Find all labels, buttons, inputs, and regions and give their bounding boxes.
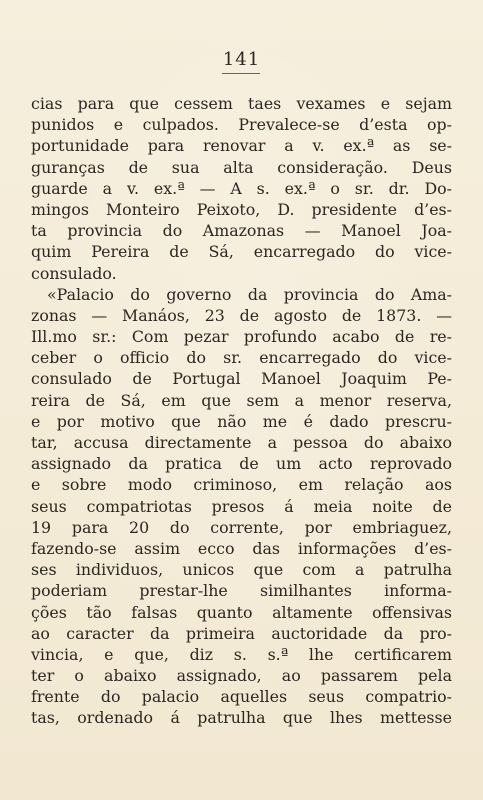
text-line: ta provincia do Amazonas — Manoel Joa- xyxy=(31,221,452,241)
text-line: poderiam prestar-lhe similhantes informa- xyxy=(31,581,452,601)
text-line: frente do palacio aquelles seus compatrio- xyxy=(31,687,452,707)
text-line: ao caracter da primeira auctoridade da pro- xyxy=(31,623,452,643)
text-line: ceber o officio do sr. encarregado do vice- xyxy=(31,348,452,368)
text-line: ses individuos, unicos que com a patrulha xyxy=(31,560,452,580)
text-line: fazendo-se assim ecco das informações d’es- xyxy=(31,538,452,558)
text-line: quim Pereira de Sá, encarregado do vice- xyxy=(31,242,452,262)
text-line: «Palacio do governo da provincia do Ama- xyxy=(47,284,452,304)
page-number: 141 xyxy=(222,49,261,70)
text-line: consulado de Portugal Manoel Joaquim Pe- xyxy=(31,369,452,389)
text-line: tas, ordenado á patrulha que lhes mettesse xyxy=(31,708,452,728)
text-line: zonas — Manáos, 23 de agosto de 1873. — xyxy=(31,305,452,325)
text-line: assignado da pratica de um acto reprovado xyxy=(31,454,452,474)
text-line: seus compatriotas presos á meia noite de xyxy=(31,496,452,516)
text-line: reira de Sá, em que sem a menor reserva, xyxy=(31,390,452,410)
text-line: consulado. xyxy=(31,263,117,283)
page-number-rule xyxy=(222,73,260,74)
body-text xyxy=(31,93,452,729)
text-line: e sobre modo criminoso, em relação aos xyxy=(31,475,452,495)
text-line: portunidade para renovar a v. ex.ª as se- xyxy=(31,136,452,156)
text-line: tar, accusa directamente a pessoa do abaixo xyxy=(31,433,452,452)
text-line: Ill.mo sr.: Com pezar profundo acabo de re- xyxy=(31,327,452,347)
text-line: guranças de sua alta consideração. Deus xyxy=(31,157,452,177)
text-line: ções tão falsas quanto altamente offensivas xyxy=(31,602,452,622)
text-line: e por motivo que não me é dado prescru- xyxy=(31,411,452,431)
text-line: mingos Monteiro Peixoto, D. presidente d’es- xyxy=(31,199,452,219)
text-line: cias para que cessem taes vexames e sejam xyxy=(31,94,452,113)
text-line: 19 para 20 do corrente, por embriaguez, xyxy=(31,517,452,537)
text-line: guarde a v. ex.ª — A s. ex.ª o sr. dr. Do- xyxy=(31,178,452,198)
text-line: vincia, e que, diz s. s.ª lhe certificarem xyxy=(31,644,452,664)
text-line: ter o abaixo assignado, ao passarem pela xyxy=(31,666,452,686)
text-line: punidos e culpados. Prevalece-se d’esta op- xyxy=(31,115,452,135)
